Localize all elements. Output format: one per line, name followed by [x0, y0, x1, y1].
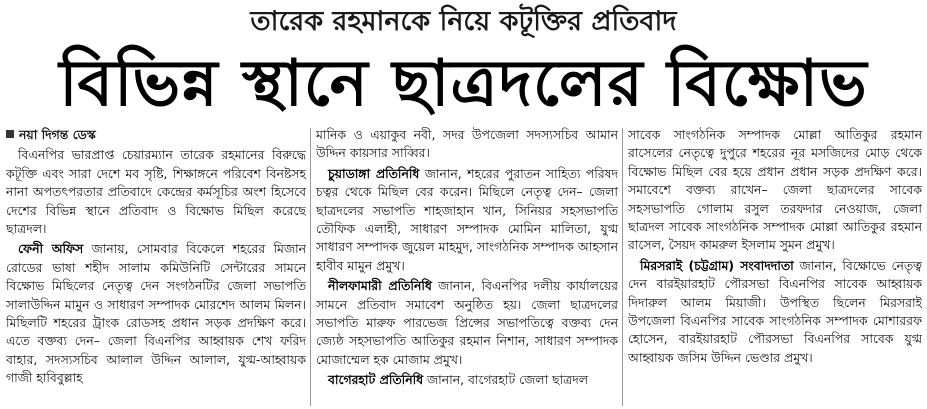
dateline-lead: চুয়াডাঙ্গা প্রতিনিধি [328, 165, 420, 181]
paragraph: মানিক ও এয়াকুব নবী, সদর উপজেলা সদস্যসচিব আমান উদ্দিন কায়সার সাব্বির। [316, 127, 618, 161]
dateline-lead: ফেনী অফিস [18, 241, 84, 257]
paragraph: বিএনপির ভারপ্রাপ্ত চেয়ারম্যান তারেক রহমানের বিরুদ্ধে কটূক্তি এবং সারা দেশে মব সৃষ্টি, শিক্ষাঙ্গনে পরিবেশ বিনষ্টসহ নানা অপতৎপরতার প্রতিবাদে কেন্দ্রের কর্মসূচির অংশ হিসেবে দেশের বিভিন্ন স্থানে প্রতিবাদ ও বিক্ষোভ মিছিল করেছে ছাত্রদল। [6, 147, 306, 237]
paragraph-text: জানায়, সোমবার বিকেলে শহরের মিজান রোডের ভাষা শহীদ সালাম কমিউনিটি সেন্টারের সামনে বিক্ষোভ মিছিলের নেতৃত্ব দেন সংগঠনটির জেলা সভাপতি সালাউদ্দিন মামুন ও সাধারণ সম্পাদক মোরশেদ আলম মিলন। মিছিলটি শহরের ট্রাংক রোডসহ প্রধান সড়ক প্রদক্ষিণ করে। এতে বক্তব্য দেন– জেলা বিএনপির আহ্বায়ক শেখ ফরিদ বাহার, সদস্যসচিব আলাল উদ্দিন আলাল, যুগ্ম-আহ্বায়ক গাজী হাবিবুল্লাহ [6, 241, 306, 386]
desk-label: নয়া দিগন্ত ডেস্ক [19, 127, 96, 142]
dateline-lead: মিরসরাই (চট্টগ্রাম) সংবাদদাতা [640, 257, 794, 273]
paragraph-text: জানান, বিএনপির দলীয় কার্যালয়ের সামনে প্রতিবাদ সমাবেশ অনুষ্ঠিত হয়। জেলা ছাত্রদলের সভাপতি মারুফ পারভেজ প্রিন্সের সভাপতিত্বে বক্তব্য দেন জ্যেষ্ঠ সহসভাপতি আতিকুর রহমান নিশান, সাধারণ সম্পাদক মোজাম্মেল হক মোজাম প্রমুখ। [316, 278, 618, 367]
article-body [0, 126, 927, 409]
byline [6, 126, 306, 144]
paragraph [316, 165, 618, 275]
paragraph-text: জানান, শহরের পুরাতন সাহিত্য পরিষদ চত্বর থেকে মিছিল বের করেন। মিছিলে নেতৃত্ব দেন– জেলা ছাত্রদলের সভাপতি শাহজাহান খান, সিনিয়র সহসভাপতি তৌফিক এলাহী, সাধারণ সম্পাদক মোমিন মালিতা, যুগ্ম সাধারণ সম্পাদক জুয়েল মাহমুদ, সাংগঠনিক সম্পাদক আহসান হাবীব মামুন প্রমুখ। [316, 165, 618, 273]
paragraph: সাবেক সাংগঠনিক সম্পাদক মোল্লা আতিকুর রহমান রাসেলের নেতৃত্বে দুপুরে শহরের নূর মসজিদের মোড় থেকে বিক্ষোভ মিছিল বের হয়ে প্রধান প্রধান সড়ক প্রদক্ষিণ করে। সমাবেশে বক্তব্য রাখেন– জেলা ছাত্রদলের সাবেক সহসভাপতি গোলাম রসুল তরফদার নেওয়াজ, জেলা ছাত্রদল সাবেক সাংগঠনিক সম্পাদক মোল্লা আতিকুর রহমান রাসেল, সৈয়দ কামরুল ইসলাম সুমন প্রমুখ। [628, 127, 922, 253]
dateline-lead: বাগেরহাট প্রতিনিধি [328, 372, 424, 388]
article-column-3 [628, 126, 922, 409]
paragraph-text: জানান, বাগেরহাট জেলা ছাত্রদল [423, 372, 588, 388]
kicker-headline: তারেক রহমানকে নিয়ে কটূক্তির প্রতিবাদ [250, 6, 677, 37]
dateline-lead: নীলফামারী প্রতিনিধি [328, 278, 432, 294]
paragraph [628, 257, 922, 367]
paragraph-text: জানান, বিক্ষোভে নেতৃত্ব দেন বারইয়ারহাট পৌরসভা বিএনপির সাবেক আহ্বায়ক দিদারুল আলম মিয়াজী। উপস্থিত ছিলেন মিরসরাই উপজেলা বিএনপির সাবেক সাংগঠনিক সম্পাদক মোশাররফ হোসেন, বারইয়ারহাট পৌরসভা বিএনপির সাবেক যুগ্ম আহ্বায়ক জসিম উদ্দিন ভেণ্ডার প্রমুখ। [628, 257, 922, 365]
paragraph [6, 240, 306, 387]
paragraph [316, 277, 618, 369]
article-column-2 [316, 126, 618, 409]
article-column-1 [6, 126, 306, 409]
main-headline: বিভিন্ন স্থানে ছাত্রদলের বিক্ষোভ [59, 47, 868, 121]
square-bullet-icon [6, 130, 14, 138]
paragraph [316, 371, 618, 389]
